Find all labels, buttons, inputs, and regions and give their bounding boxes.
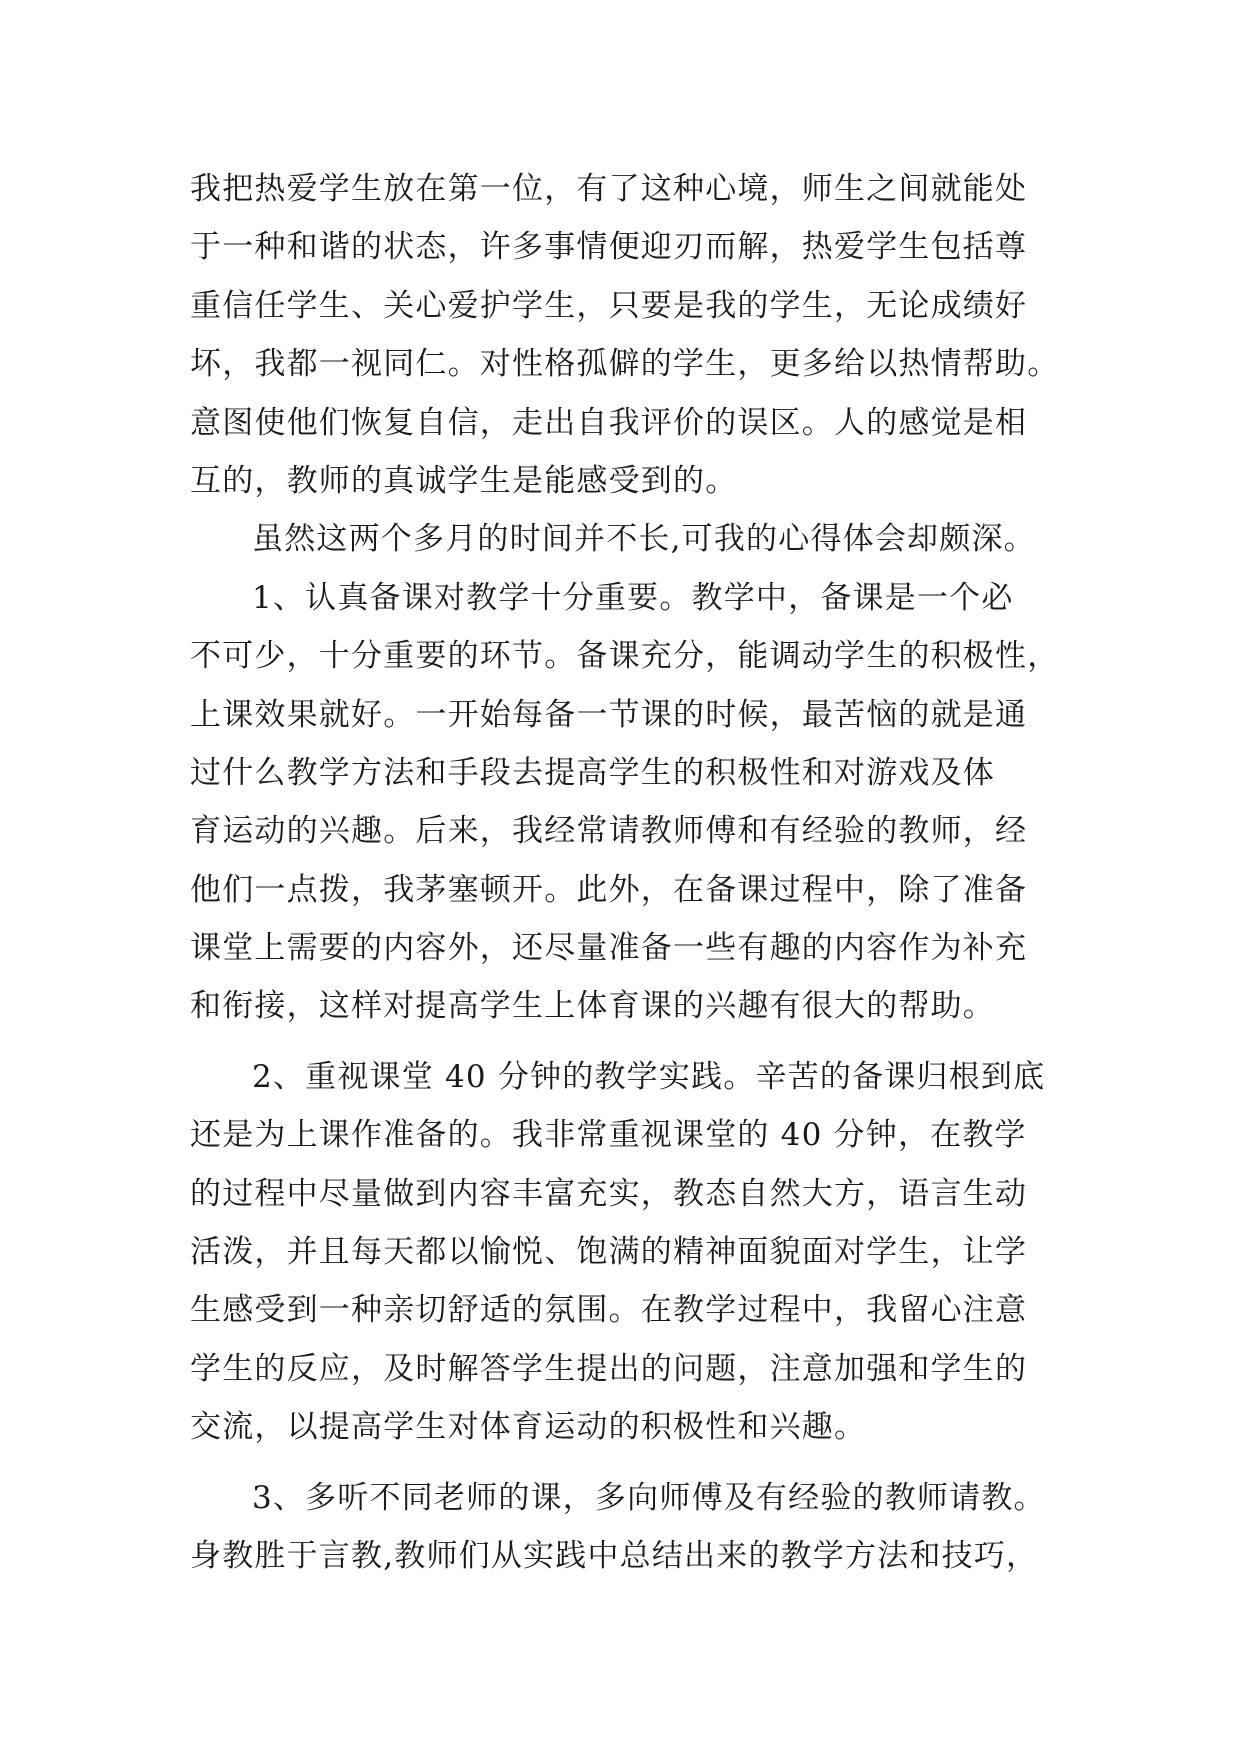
text-line: 不可少，十分重要的环节。备课充分，能调动学生的积极性， bbox=[190, 638, 1060, 675]
text-line: 他们一点拨，我茅塞顿开。此外，在备课过程中，除了准备 bbox=[190, 871, 1028, 908]
paragraph-gap bbox=[190, 1457, 1070, 1469]
text-line: 活泼，并且每天都以愉悦、饱满的精神面貌面对学生，让学 bbox=[190, 1234, 1028, 1271]
text-line: 于一种和谐的状态，许多事情便迎刃而解，热爱学生包括尊 bbox=[190, 229, 1028, 266]
text-line: 身教胜于言教,教师们从实践中总结出来的教学方法和技巧， bbox=[190, 1537, 1039, 1574]
text-line: 育运动的兴趣。后来，我经常请教师傅和有经验的教师，经 bbox=[190, 813, 1028, 850]
paragraph-gap bbox=[190, 1036, 1070, 1048]
text-line: 3、多听不同老师的课，多向师傅及有经验的教师请教。 bbox=[252, 1479, 1046, 1516]
text-line: 的过程中尽量做到内容丰富充实，教态自然大方，语言生动 bbox=[190, 1175, 1028, 1212]
text-line: 1、认真备课对教学十分重要。教学中，备课是一个必 bbox=[252, 579, 1014, 616]
text-line: 虽然这两个多月的时间并不长,可我的心得体会却颇深。 bbox=[252, 521, 1036, 558]
document-body bbox=[190, 160, 1070, 1585]
paragraph-summary bbox=[190, 510, 1070, 568]
text-line: 我把热爱学生放在第一位，有了这种心境，师生之间就能处 bbox=[190, 171, 1028, 207]
text-line: 上课效果就好。一开始每备一节课的时候，最苦恼的就是通 bbox=[190, 696, 1028, 733]
paragraph-love-students bbox=[190, 160, 1070, 510]
text-line: 互的，教师的真诚学生是能感受到的。 bbox=[190, 462, 738, 499]
text-line: 意图使他们恢复自信，走出自我评价的误区。人的感觉是相 bbox=[190, 404, 1028, 441]
paragraph-point-2 bbox=[190, 1048, 1070, 1457]
text-line: 重信任学生、关心爱护学生，只要是我的学生，无论成绩好 bbox=[190, 287, 1028, 324]
text-line: 2、重视课堂 40 分钟的教学实践。辛苦的备课归根到底 bbox=[252, 1058, 1046, 1095]
paragraph-point-3 bbox=[190, 1469, 1070, 1586]
text-line: 课堂上需要的内容外，还尽量准备一些有趣的内容作为补充 bbox=[190, 930, 1028, 967]
text-line: 还是为上课作准备的。我非常重视课堂的 40 分钟，在教学 bbox=[190, 1117, 1027, 1154]
text-line: 坏，我都一视同仁。对性格孤僻的学生，更多给以热情帮助。 bbox=[190, 346, 1060, 383]
text-line: 和衔接，这样对提高学生上体育课的兴趣有很大的帮助。 bbox=[190, 988, 995, 1025]
text-line: 过什么教学方法和手段去提高学生的积极性和对游戏及体 bbox=[190, 754, 995, 791]
text-line: 生感受到一种亲切舒适的氛围。在教学过程中，我留心注意 bbox=[190, 1292, 1028, 1329]
paragraph-point-1 bbox=[190, 569, 1070, 1036]
text-line: 交流，以提高学生对体育运动的积极性和兴趣。 bbox=[190, 1409, 867, 1446]
text-line: 学生的反应，及时解答学生提出的问题，注意加强和学生的 bbox=[190, 1350, 1028, 1387]
